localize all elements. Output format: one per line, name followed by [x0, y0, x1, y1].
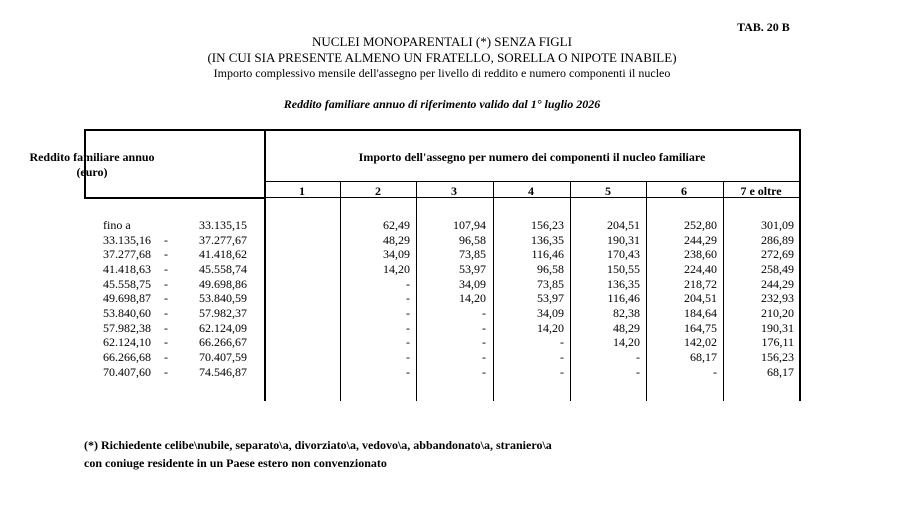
income-from: 53.840,60: [103, 305, 151, 320]
income-range-separator: -: [164, 349, 168, 364]
amount-cell: -: [482, 305, 486, 320]
amount-cell: 286,89: [761, 232, 794, 247]
amount-cell: -: [406, 276, 410, 291]
amount-cell: -: [482, 335, 486, 350]
amount-cell: 204,51: [607, 218, 640, 232]
amount-cell: 164,75: [684, 320, 717, 335]
amount-cell: 34,09: [459, 276, 486, 291]
amount-cell: 73,85: [459, 247, 486, 262]
income-range-separator: -: [164, 305, 168, 320]
income-range-separator: -: [164, 291, 168, 306]
amount-cell: -: [406, 364, 410, 379]
amount-cell: -: [482, 364, 486, 379]
table-row: [0, 365, 911, 380]
income-header-line-2: (euro): [76, 165, 108, 179]
amount-cell: -: [636, 349, 640, 364]
amount-cell: 244,29: [761, 276, 794, 291]
income-to: 66.266,67: [199, 335, 247, 350]
income-from: 45.558,75: [103, 276, 151, 291]
amount-cell: 136,35: [607, 276, 640, 291]
amount-cell: 176,11: [761, 335, 794, 350]
amount-cell: 107,94: [453, 218, 486, 232]
amount-cell: 53,97: [537, 291, 564, 306]
column-header-2: 2: [375, 184, 381, 198]
amount-cell: -: [713, 364, 717, 379]
table-row: [0, 321, 911, 336]
amount-cell: 252,80: [684, 218, 717, 232]
income-to: 49.698,86: [199, 276, 247, 291]
table-row: [0, 350, 911, 365]
title-line-2: (IN CUI SIA PRESENTE ALMENO UN FRATELLO, SORELLA O NIPOTE INABILE): [207, 50, 677, 65]
amount-cell: 116,46: [607, 291, 640, 306]
table-row: [0, 306, 911, 321]
amount-cell: 170,43: [607, 247, 640, 262]
column-header-5: 5: [605, 184, 611, 198]
amount-cell: 204,51: [684, 291, 717, 306]
income-range-separator: -: [164, 232, 168, 247]
footnote-line-1: (*) Richiedente celibe\nubile, separato\a, divorziato\a, vedovo\a, abbandonato\a, straniero\a: [84, 438, 552, 452]
footnote-line-2: con coniuge residente in un Paese estero non convenzionato: [84, 456, 387, 470]
income-header-line-1: Reddito familiare annuo: [29, 150, 155, 164]
validity-note: Reddito familiare annuo di riferimento valido dal 1° luglio 2026: [283, 97, 601, 111]
amount-cell: 14,20: [613, 335, 640, 350]
amount-cell: 218,72: [684, 276, 717, 291]
income-range-separator: -: [164, 276, 168, 291]
income-to: 33.135,15: [199, 218, 247, 232]
amount-cell: 48,29: [383, 232, 410, 247]
income-range-separator: -: [164, 364, 168, 379]
amount-cell: -: [406, 335, 410, 350]
amount-cell: 68,17: [690, 349, 717, 364]
amount-cell: 34,09: [383, 247, 410, 262]
amount-cell: 224,40: [684, 261, 717, 276]
table-row: [0, 262, 911, 277]
amount-header: Importo dell'assegno per numero dei componenti il nucleo familiare: [358, 150, 706, 164]
amount-cell: 96,58: [459, 232, 486, 247]
amount-cell: 190,31: [761, 320, 794, 335]
amount-cell: 232,93: [761, 291, 794, 306]
amount-cell: 96,58: [537, 261, 564, 276]
amount-cell: 136,35: [531, 232, 564, 247]
income-from: 33.135,16: [103, 232, 151, 247]
income-from: 62.124,10: [103, 335, 151, 350]
amount-cell: 150,55: [607, 261, 640, 276]
amount-cell: 184,64: [684, 305, 717, 320]
amount-cell: 156,23: [531, 218, 564, 232]
table-row: [0, 233, 911, 248]
income-from: 57.982,38: [103, 320, 151, 335]
amount-cell: -: [406, 349, 410, 364]
income-to: 37.277,67: [199, 232, 247, 247]
amount-cell: 210,20: [761, 305, 794, 320]
column-header-7-plus: 7 e oltre: [740, 184, 782, 198]
amount-cell: 48,29: [613, 320, 640, 335]
income-range-separator: -: [164, 247, 168, 262]
income-to: 62.124,09: [199, 320, 247, 335]
table-row: [0, 277, 911, 292]
income-to: 45.558,74: [199, 261, 247, 276]
table-row: [0, 335, 911, 350]
amount-cell: -: [482, 349, 486, 364]
amount-cell: 73,85: [537, 276, 564, 291]
amount-cell: 82,38: [613, 305, 640, 320]
amount-cell: 301,09: [761, 218, 794, 232]
table-row: [0, 247, 911, 262]
amount-cell: 190,31: [607, 232, 640, 247]
income-range-separator: -: [164, 320, 168, 335]
income-range-separator: -: [164, 335, 168, 350]
amount-cell: 34,09: [537, 305, 564, 320]
column-header-1: 1: [299, 184, 305, 198]
income-column-header: [4, 150, 180, 180]
amount-cell: 14,20: [537, 320, 564, 335]
title-line-1: NUCLEI MONOPARENTALI (*) SENZA FIGLI: [312, 34, 572, 49]
income-range-separator: -: [164, 261, 168, 276]
income-to: 57.982,37: [199, 305, 247, 320]
amount-cell: 142,02: [684, 335, 717, 350]
amount-cell: 116,46: [531, 247, 564, 262]
amount-cell: -: [406, 320, 410, 335]
amount-cell: -: [482, 320, 486, 335]
income-from: 66.266,68: [103, 349, 151, 364]
amount-cell: 244,29: [684, 232, 717, 247]
column-header-3: 3: [451, 184, 457, 198]
income-from: 41.418,63: [103, 261, 151, 276]
income-from: fino a: [103, 218, 131, 232]
income-to: 70.407,59: [199, 349, 247, 364]
income-to: 74.546,87: [199, 364, 247, 379]
amount-cell: 14,20: [459, 291, 486, 306]
amount-cell: -: [560, 349, 564, 364]
table-row: [0, 218, 911, 233]
table-id: TAB. 20 B: [737, 20, 790, 34]
income-to: 41.418,62: [199, 247, 247, 262]
income-from: 49.698,87: [103, 291, 151, 306]
amount-cell: 156,23: [761, 349, 794, 364]
income-to: 53.840,59: [199, 291, 247, 306]
amount-cell: -: [636, 364, 640, 379]
amount-cell: 272,69: [761, 247, 794, 262]
amount-cell: 14,20: [383, 261, 410, 276]
amount-cell: 62,49: [383, 218, 410, 232]
amount-cell: -: [406, 291, 410, 306]
income-from: 37.277,68: [103, 247, 151, 262]
amount-cell: 68,17: [767, 364, 794, 379]
income-from: 70.407,60: [103, 364, 151, 379]
column-header-6: 6: [681, 184, 687, 198]
column-header-4: 4: [528, 184, 534, 198]
table-row: [0, 291, 911, 306]
subtitle: Importo complessivo mensile dell'assegno per livello di reddito e numero componenti il nucleo: [213, 66, 671, 80]
amount-cell: 238,60: [684, 247, 717, 262]
amount-cell: -: [406, 305, 410, 320]
amount-cell: -: [560, 364, 564, 379]
amount-cell: 258,49: [761, 261, 794, 276]
amount-cell: -: [560, 335, 564, 350]
amount-cell: 53,97: [459, 261, 486, 276]
